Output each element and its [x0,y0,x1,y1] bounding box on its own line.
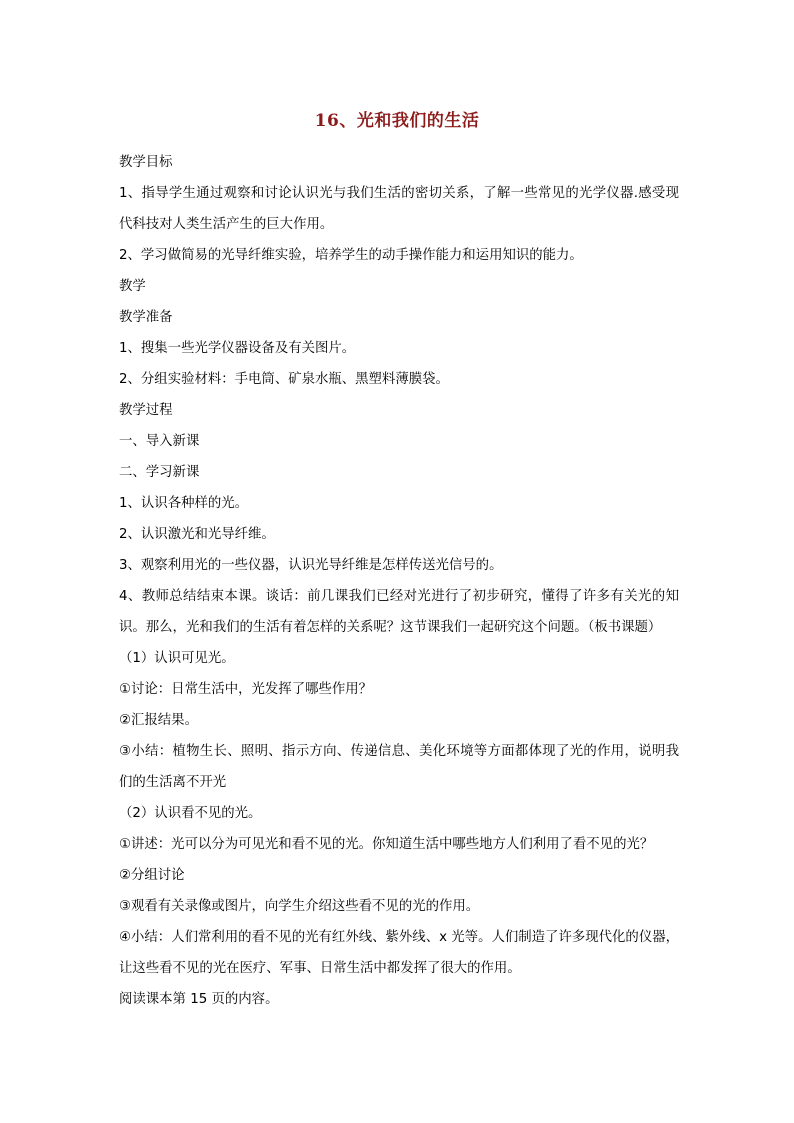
reading-assignment: 阅读课本第 15 页的内容。 [119,992,279,1007]
lesson-step-4: 4、教师总结结束本课。谈话：前几课我们已经对光进行了初步研究，懂得了许多有关光的知识。那么，光和我们的生活有着怎样的关系呢？这节课我们一起研究这个问题。（板书课题） [119,589,679,635]
document-body [119,147,679,1015]
section-new-lesson: 二、学习新课 [119,465,200,480]
goal-item-2: 2、学习做简易的光导纤维实验，培养学生的动手操作能力和运用知识的能力。 [119,248,583,263]
heading-teaching-preparation: 教学准备 [119,310,173,325]
preparation-item-1: 1、搜集一些光学仪器设备及有关图片。 [119,341,356,356]
visible-light-discussion: ①讨论：日常生活中，光发挥了哪些作用？ [119,682,373,697]
invisible-light-summary: ④小结：人们常利用的看不见的光有红外线、紫外线、x 光等。人们制造了许多现代化的仪器，让这些看不见的光在医疗、军事、日常生活中都发挥了很大的作用。 [119,930,679,976]
visible-light-summary: ③小结：植物生长、照明、指示方向、传递信息、美化环境等方面都体现了光的作用，说明我们的生活离不开光 [119,744,679,790]
visible-light-report: ②汇报结果。 [119,713,198,728]
heading-teaching: 教学 [119,279,146,294]
invisible-light-explanation: ①讲述：光可以分为可见光和看不见的光。你知道生活中哪些地方人们利用了看不见的光？ [119,837,654,852]
lesson-step-1: 1、认识各种样的光。 [119,496,249,511]
heading-teaching-process: 教学过程 [119,403,173,418]
document-title: 16、光和我们的生活 [314,111,480,131]
invisible-light-group-discussion: ②分组讨论 [119,868,185,883]
subsection-visible-light: （1）认识可见光。 [119,651,235,666]
subsection-invisible-light: （2）认识看不见的光。 [119,806,262,821]
section-introduction: 一、导入新课 [119,434,200,449]
lesson-step-3: 3、观察利用光的一些仪器，认识光导纤维是怎样传送光信号的。 [119,558,503,573]
invisible-light-video: ③观看有关录像或图片，向学生介绍这些看不见的光的作用。 [119,899,480,914]
lesson-step-2: 2、认识激光和光导纤维。 [119,527,275,542]
goal-item-1: 1、指导学生通过观察和讨论认识光与我们生活的密切关系，了解一些常见的光学仪器.感受现代科技对人类生活产生的巨大作用。 [119,186,679,232]
heading-teaching-goals: 教学目标 [119,155,173,170]
preparation-item-2: 2、分组实验材料：手电筒、矿泉水瓶、黑塑料薄膜袋。 [119,372,449,387]
